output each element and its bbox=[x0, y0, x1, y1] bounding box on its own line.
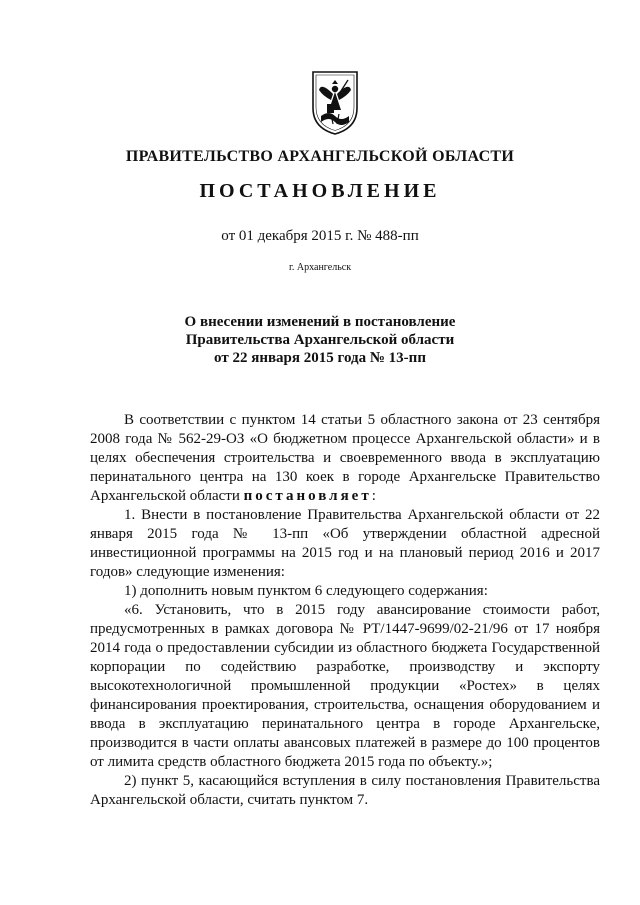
preamble-paragraph bbox=[90, 411, 600, 506]
government-heading: ПРАВИТЕЛЬСТВО АРХАНГЕЛЬСКОЙ ОБЛАСТИ bbox=[125, 148, 515, 165]
item-1-paragraph: 1. Внести в постановление Правительства Архангельской области от 22 января 2015 года № 13-пп «Об утверждении областной адресной инвестиционной программы на 2015 год и на плановый период 2016 и 2017 годов» следующие изменения: bbox=[90, 507, 600, 580]
subitem-1-paragraph: 1) дополнить новым пунктом 6 следующего содержания: bbox=[124, 583, 488, 599]
title-line-3: от 22 января 2015 года № 13-пп bbox=[214, 350, 426, 366]
title-line-2: Правительства Архангельской области bbox=[185, 332, 455, 348]
decree-type: ПОСТАНОВЛЕНИЕ bbox=[199, 180, 441, 202]
clause-6-paragraph: «6. Установить, что в 2015 году авансирование стоимости работ, предусмотренных в рамках договора № РТ/1447-9699/02-21/96 от 17 ноября 2014 года о предоставлении субсидии из областного бюджета Государственной корпорации по содействию разработке, производству и экспорту высокотехнологичной промышленной продукции «Ростех» в целях финансирования проектирования, строительства, оснащения оборудованием и ввода в эксплуатацию перинатального центра в городе Архангельске, производится в части оплаты авансовых платежей в размере до 100 процентов от лимита средств областного бюджета 2015 года по объекту.»; bbox=[90, 602, 600, 770]
decree-title bbox=[0, 313, 640, 367]
preamble-text: В соответствии с пунктом 14 статьи 5 областного закона от 23 сентября 2008 года № 562-29-ОЗ «О бюджетном процессе Архангельской области» и в целях обеспечения строительства и своевременного ввода в эксплуатацию перинатального центра на 130 коек в городе Архангельске Правительство Архангельской области bbox=[90, 412, 600, 504]
coat-of-arms-icon bbox=[311, 70, 359, 136]
title-line-1: О внесении изменений в постановление bbox=[184, 314, 456, 330]
decree-body bbox=[90, 411, 600, 810]
subitem-2-paragraph: 2) пункт 5, касающийся вступления в силу постановления Правительства Архангельской области, считать пунктом 7. bbox=[90, 773, 600, 808]
resolves-word: постановляет bbox=[243, 488, 372, 504]
preamble-end: : bbox=[371, 488, 376, 504]
decree-date-number: от 01 декабря 2015 г. № 488-пп bbox=[221, 228, 419, 244]
city-name: г. Архангельск bbox=[288, 262, 352, 273]
